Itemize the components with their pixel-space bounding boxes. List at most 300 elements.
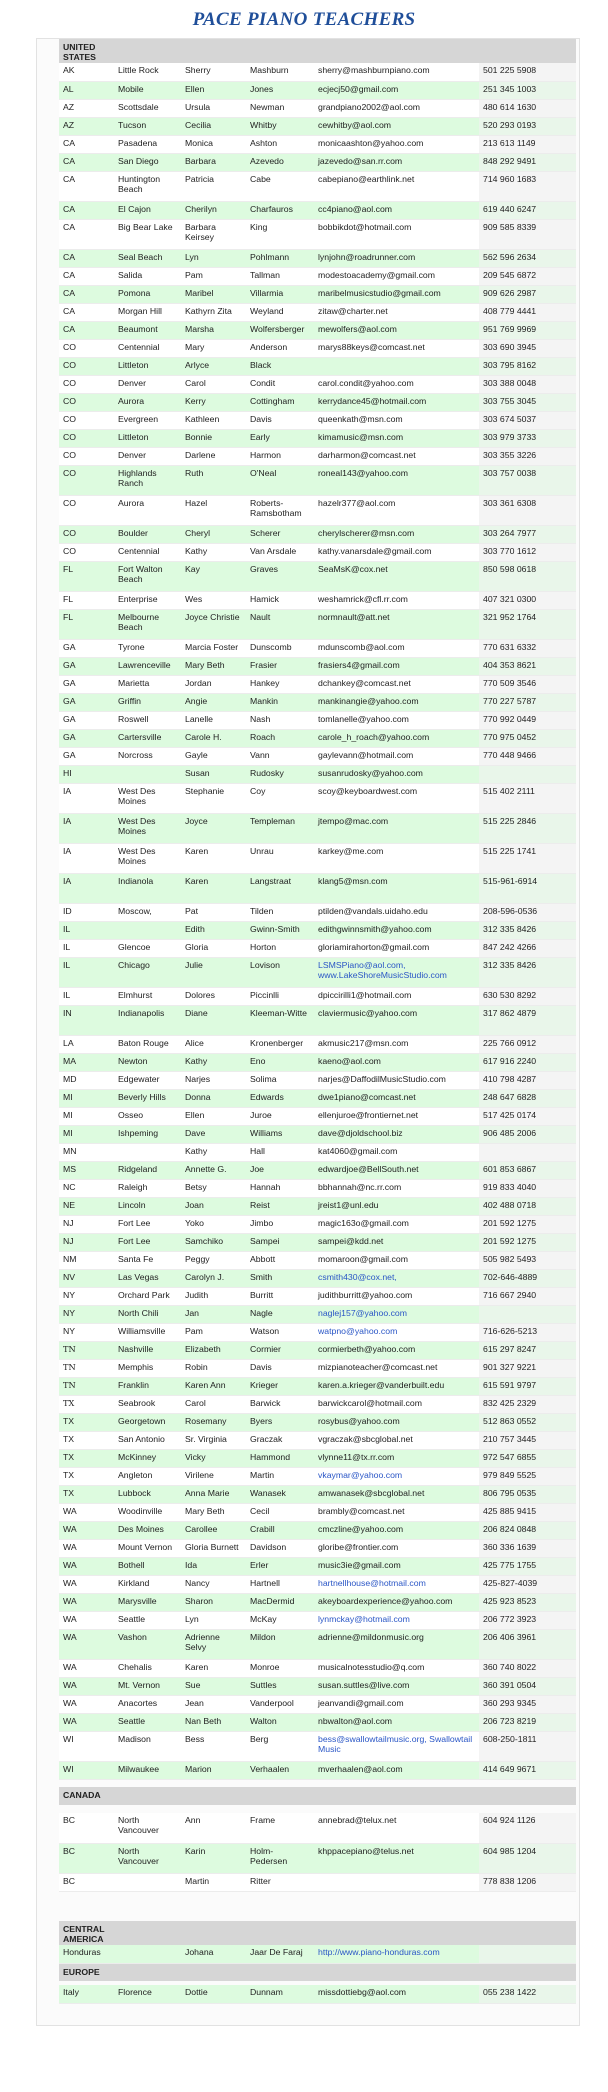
state-cell: NJ [59,1215,114,1233]
empty-cell [545,1215,576,1233]
phone-cell: 909 626 2987 [479,285,545,303]
first-name-cell: Adrienne Selvy [181,1629,246,1659]
state-cell: IA [59,843,114,873]
email-cell[interactable]: watpno@yahoo.com [314,1323,479,1341]
empty-cell [545,99,576,117]
phone-cell: 480 614 1630 [479,99,545,117]
empty-cell [545,873,576,903]
phone-cell: 317 862 4879 [479,1005,545,1035]
last-name-cell: Davis [246,411,314,429]
empty-cell [545,495,576,525]
first-name-cell: Ursula [181,99,246,117]
empty-cell [545,1813,576,1843]
city-cell: Mount Vernon [114,1539,181,1557]
state-cell: Honduras [59,1945,114,1963]
teacher-row [59,1323,576,1341]
first-name-cell: Carol [181,375,246,393]
empty-cell [545,591,576,609]
email-cell: grandpiano2002@aol.com [314,99,479,117]
city-cell: Seabrook [114,1395,181,1413]
state-cell: WA [59,1575,114,1593]
state-cell: AK [59,63,114,81]
empty-cell [545,1005,576,1035]
email-cell[interactable]: hartnellhouse@hotmail.com [314,1575,479,1593]
phone-cell: 515 225 2846 [479,813,545,843]
state-cell: WA [59,1539,114,1557]
phone-cell: 615 297 8247 [479,1341,545,1359]
last-name-cell: Anderson [246,339,314,357]
first-name-cell: Angie [181,693,246,711]
state-cell: IA [59,783,114,813]
teacher-row [59,495,576,525]
state-cell: AZ [59,99,114,117]
section-fill [114,39,576,63]
phone-cell: 615 591 9797 [479,1377,545,1395]
email-cell: missdottiebg@aol.com [314,1985,479,2003]
state-cell: WI [59,1761,114,1779]
first-name-cell: Kathleen [181,411,246,429]
last-name-cell: Dunscomb [246,639,314,657]
last-name-cell: Roach [246,729,314,747]
last-name-cell: Verhaalen [246,1761,314,1779]
city-cell: Big Bear Lake [114,219,181,249]
empty-cell [545,1395,576,1413]
state-cell: WA [59,1677,114,1695]
last-name-cell: Williams [246,1125,314,1143]
email-cell: dpiccirilli1@hotmail.com [314,987,479,1005]
teacher-row [59,1125,576,1143]
last-name-cell: Crabill [246,1521,314,1539]
empty-cell [545,1287,576,1305]
email-cell: monicaashton@yahoo.com [314,135,479,153]
teacher-row [59,1521,576,1539]
city-cell: Mt. Vernon [114,1677,181,1695]
teacher-row [59,783,576,813]
city-cell: Memphis [114,1359,181,1377]
teacher-row [59,1305,576,1323]
state-cell: CO [59,447,114,465]
phone-cell: 425 923 8523 [479,1593,545,1611]
email-cell: frasiers4@gmail.com [314,657,479,675]
teacher-row [59,987,576,1005]
last-name-cell: King [246,219,314,249]
email-cell: dwe1piano@comcast.net [314,1089,479,1107]
email-cell[interactable]: lynmckay@hotmail.com [314,1611,479,1629]
city-cell: Little Rock [114,63,181,81]
first-name-cell: Pat [181,903,246,921]
phone-cell: 408 779 4441 [479,303,545,321]
email-cell: music3ie@gmail.com [314,1557,479,1575]
city-cell: Las Vegas [114,1269,181,1287]
empty-cell [545,1575,576,1593]
teacher-row [59,219,576,249]
first-name-cell: Sherry [181,63,246,81]
last-name-cell: Hammond [246,1449,314,1467]
email-cell: magic163o@gmail.com [314,1215,479,1233]
phone-cell: 505 982 5493 [479,1251,545,1269]
empty-cell [545,249,576,267]
teacher-row [59,1053,576,1071]
empty-cell [545,1053,576,1071]
first-name-cell: Cecilia [181,117,246,135]
teacher-row [59,1539,576,1557]
empty-cell [545,675,576,693]
teacher-row [59,1107,576,1125]
email-cell: roneal143@yahoo.com [314,465,479,495]
phone-cell: 360 336 1639 [479,1539,545,1557]
empty-cell [545,1521,576,1539]
teacher-row [59,957,576,987]
teacher-row [59,1659,576,1677]
empty-cell [545,1593,576,1611]
city-cell: Bothell [114,1557,181,1575]
phone-cell: 848 292 9491 [479,153,545,171]
state-cell: TX [59,1449,114,1467]
state-cell: CO [59,465,114,495]
city-cell: Griffin [114,693,181,711]
city-cell: Nashville [114,1341,181,1359]
first-name-cell: Ida [181,1557,246,1575]
teacher-row [59,1503,576,1521]
last-name-cell: Walton [246,1713,314,1731]
teacher-row [59,1287,576,1305]
first-name-cell: Mary Beth [181,657,246,675]
city-cell: Salida [114,267,181,285]
state-cell: CO [59,375,114,393]
empty-cell [545,525,576,543]
last-name-cell: Davidson [246,1539,314,1557]
city-cell: Baton Rouge [114,1035,181,1053]
email-cell[interactable]: naglej157@yahoo.com [314,1305,479,1323]
city-cell: Angleton [114,1467,181,1485]
city-cell: McKinney [114,1449,181,1467]
last-name-cell: Monroe [246,1659,314,1677]
phone-cell: 208-596-0536 [479,903,545,921]
last-name-cell: Hamick [246,591,314,609]
empty-cell [545,153,576,171]
city-cell: West Des Moines [114,843,181,873]
empty-cell [545,639,576,657]
phone-cell [479,1945,545,1963]
last-name-cell: Juroe [246,1107,314,1125]
email-cell[interactable]: vkaymar@yahoo.com [314,1467,479,1485]
teacher-row [59,1761,576,1779]
email-cell[interactable]: csmith430@cox.net, [314,1269,479,1287]
email-cell: judithburritt@yahoo.com [314,1287,479,1305]
last-name-cell: Newman [246,99,314,117]
empty-cell [545,267,576,285]
last-name-cell: Azevedo [246,153,314,171]
last-name-cell: Cormier [246,1341,314,1359]
city-cell: Edgewater [114,1071,181,1089]
phone-cell: 906 485 2006 [479,1125,545,1143]
empty-cell [545,1659,576,1677]
teacher-row [59,267,576,285]
empty-cell [545,1677,576,1695]
empty-cell [545,1713,576,1731]
email-cell[interactable]: bess@swallowtailmusic.org, Swallowtail Music [314,1731,479,1761]
last-name-cell: Suttles [246,1677,314,1695]
city-cell: El Cajon [114,201,181,219]
teacher-row [59,1161,576,1179]
city-cell: Milwaukee [114,1761,181,1779]
teacher-row [59,1713,576,1731]
teacher-row [59,1143,576,1161]
empty-cell [545,1341,576,1359]
teacher-row [59,1873,576,1891]
phone-cell: 617 916 2240 [479,1053,545,1071]
city-cell: Chicago [114,957,181,987]
phone-cell: 303 355 3226 [479,447,545,465]
first-name-cell: Lanelle [181,711,246,729]
empty-cell [545,1539,576,1557]
city-cell: Raleigh [114,1179,181,1197]
first-name-cell: Maribel [181,285,246,303]
last-name-cell: Jaar De Faraj [246,1945,314,1963]
state-cell: CA [59,321,114,339]
state-cell: MI [59,1125,114,1143]
email-cell: cmczline@yahoo.com [314,1521,479,1539]
teacher-row [59,465,576,495]
empty-cell [545,285,576,303]
state-cell: CA [59,171,114,201]
phone-cell: 770 992 0449 [479,711,545,729]
first-name-cell: Kathyrn Zita [181,303,246,321]
last-name-cell: Cabe [246,171,314,201]
first-name-cell: Johana [181,1945,246,1963]
email-cell: kimamusic@msn.com [314,429,479,447]
city-cell: Tyrone [114,639,181,657]
email-cell: akmusic217@msn.com [314,1035,479,1053]
teacher-row [59,543,576,561]
email-cell: jreist1@unl.edu [314,1197,479,1215]
city-cell: Ishpeming [114,1125,181,1143]
email-cell: karkey@me.com [314,843,479,873]
phone-cell: 517 425 0174 [479,1107,545,1125]
empty-cell [545,375,576,393]
last-name-cell: Villarmia [246,285,314,303]
email-cell: gaylevann@hotmail.com [314,747,479,765]
email-cell: bbhannah@nc.rr.com [314,1179,479,1197]
last-name-cell: Mashburn [246,63,314,81]
last-name-cell: Scherer [246,525,314,543]
empty-cell [545,429,576,447]
last-name-cell: Smith [246,1269,314,1287]
state-cell: TN [59,1359,114,1377]
empty-cell [545,1413,576,1431]
email-cell: SeaMsK@cox.net [314,561,479,591]
teacher-row [59,411,576,429]
page-title: PACE PIANO TEACHERS [192,9,416,30]
city-cell: Fort Lee [114,1233,181,1251]
empty-cell [545,609,576,639]
city-cell: West Des Moines [114,813,181,843]
email-cell: carole_h_roach@yahoo.com [314,729,479,747]
last-name-cell: Unrau [246,843,314,873]
state-cell: AZ [59,117,114,135]
state-cell: GA [59,693,114,711]
last-name-cell: Jimbo [246,1215,314,1233]
empty-cell [545,1873,576,1891]
city-cell [114,921,181,939]
first-name-cell: Yoko [181,1215,246,1233]
teacher-row [59,561,576,591]
first-name-cell: Barbara [181,153,246,171]
teacher-row [59,1215,576,1233]
city-cell: Morgan Hill [114,303,181,321]
state-cell: NJ [59,1233,114,1251]
city-cell: Franklin [114,1377,181,1395]
city-cell: Huntington Beach [114,171,181,201]
last-name-cell: Hall [246,1143,314,1161]
email-cell: musicalnotesstudio@q.com [314,1659,479,1677]
last-name-cell: Coy [246,783,314,813]
empty-cell [545,81,576,99]
first-name-cell: Carollee [181,1521,246,1539]
email-cell: cabepiano@earthlink.net [314,171,479,201]
empty-cell [545,339,576,357]
state-cell: CA [59,201,114,219]
city-cell [114,765,181,783]
state-cell: NC [59,1179,114,1197]
city-cell: Seattle [114,1713,181,1731]
phone-cell: 619 440 6247 [479,201,545,219]
state-cell: NE [59,1197,114,1215]
state-cell: GA [59,729,114,747]
email-cell: kerrydance45@hotmail.com [314,393,479,411]
email-cell[interactable]: http://www.piano-honduras.com [314,1945,479,1963]
phone-cell: 770 631 6332 [479,639,545,657]
first-name-cell: Jan [181,1305,246,1323]
email-cell: akeyboardexperience@yahoo.com [314,1593,479,1611]
state-cell: WA [59,1593,114,1611]
first-name-cell: Marcia Foster [181,639,246,657]
first-name-cell: Joyce Christie [181,609,246,639]
last-name-cell: Wolfersberger [246,321,314,339]
state-cell: IL [59,939,114,957]
state-cell: AL [59,81,114,99]
phone-cell: 608-250-1811 [479,1731,545,1761]
city-cell: Marietta [114,675,181,693]
first-name-cell: Kerry [181,393,246,411]
first-name-cell: Karen Ann [181,1377,246,1395]
teacher-row [59,1005,576,1035]
empty-cell [545,765,576,783]
first-name-cell: Donna [181,1089,246,1107]
empty-cell [545,1125,576,1143]
email-cell: klang5@msn.com [314,873,479,903]
first-name-cell: Nancy [181,1575,246,1593]
email-cell: ellenjuroe@frontiernet.net [314,1107,479,1125]
teacher-row [59,1731,576,1761]
last-name-cell: Frasier [246,657,314,675]
state-cell: MN [59,1143,114,1161]
last-name-cell: Graczak [246,1431,314,1449]
phone-cell: 832 425 2329 [479,1395,545,1413]
email-cell: mizpianoteacher@comcast.net [314,1359,479,1377]
empty-cell [545,1557,576,1575]
empty-cell [545,1761,576,1779]
city-cell: Centennial [114,339,181,357]
last-name-cell: Lovison [246,957,314,987]
phone-cell: 512 863 0552 [479,1413,545,1431]
first-name-cell: Sharon [181,1593,246,1611]
phone-cell: 303 361 6308 [479,495,545,525]
city-cell: Fort Walton Beach [114,561,181,591]
teacher-row [59,321,576,339]
teacher-row [59,609,576,639]
email-cell: marys88keys@comcast.net [314,339,479,357]
state-cell: IL [59,921,114,939]
last-name-cell: Davis [246,1359,314,1377]
last-name-cell: Wanasek [246,1485,314,1503]
city-cell: Des Moines [114,1521,181,1539]
empty-cell [545,411,576,429]
email-cell: darharmon@comcast.net [314,447,479,465]
city-cell: Orchard Park [114,1287,181,1305]
last-name-cell: Whitby [246,117,314,135]
city-cell: Seattle [114,1611,181,1629]
state-cell: BC [59,1873,114,1891]
section-header [59,1921,576,1945]
first-name-cell: Vicky [181,1449,246,1467]
phone-cell: 515 225 1741 [479,843,545,873]
first-name-cell: Ruth [181,465,246,495]
city-cell: Vashon [114,1629,181,1659]
empty-cell [545,1695,576,1713]
state-cell: CO [59,339,114,357]
city-cell [114,1945,181,1963]
last-name-cell: Abbott [246,1251,314,1269]
email-cell: mdunscomb@aol.com [314,639,479,657]
empty-cell [545,1467,576,1485]
email-cell: mankinangie@yahoo.com [314,693,479,711]
last-name-cell: Nault [246,609,314,639]
teacher-row [59,693,576,711]
first-name-cell: Robin [181,1359,246,1377]
state-cell: BC [59,1843,114,1873]
city-cell: Melbourne Beach [114,609,181,639]
state-cell: CO [59,543,114,561]
email-cell: gloriamirahorton@gmail.com [314,939,479,957]
last-name-cell: Nagle [246,1305,314,1323]
last-name-cell: Ritter [246,1873,314,1891]
empty-cell [545,1305,576,1323]
email-cell: narjes@DaffodilMusicStudio.com [314,1071,479,1089]
empty-cell [545,1377,576,1395]
teacher-row [59,1431,576,1449]
section-label: UNITED STATES [59,39,114,63]
empty-cell [545,921,576,939]
last-name-cell: Tallman [246,267,314,285]
first-name-cell: Monica [181,135,246,153]
teacher-row [59,1677,576,1695]
phone-cell: 055 238 1422 [479,1985,545,2003]
empty-cell [545,1197,576,1215]
teacher-row [59,1593,576,1611]
email-cell[interactable]: LSMSPiano@aol.com, www.LakeShoreMusicStudio.com [314,957,479,987]
state-cell: LA [59,1035,114,1053]
first-name-cell: Bess [181,1731,246,1761]
section-label: EUROPE [59,1963,114,1981]
first-name-cell: Arlyce [181,357,246,375]
city-cell: Ridgeland [114,1161,181,1179]
empty-cell [545,1269,576,1287]
last-name-cell: Piccinlli [246,987,314,1005]
last-name-cell: Jones [246,81,314,99]
email-cell: susan.suttles@live.com [314,1677,479,1695]
teacher-row [59,429,576,447]
